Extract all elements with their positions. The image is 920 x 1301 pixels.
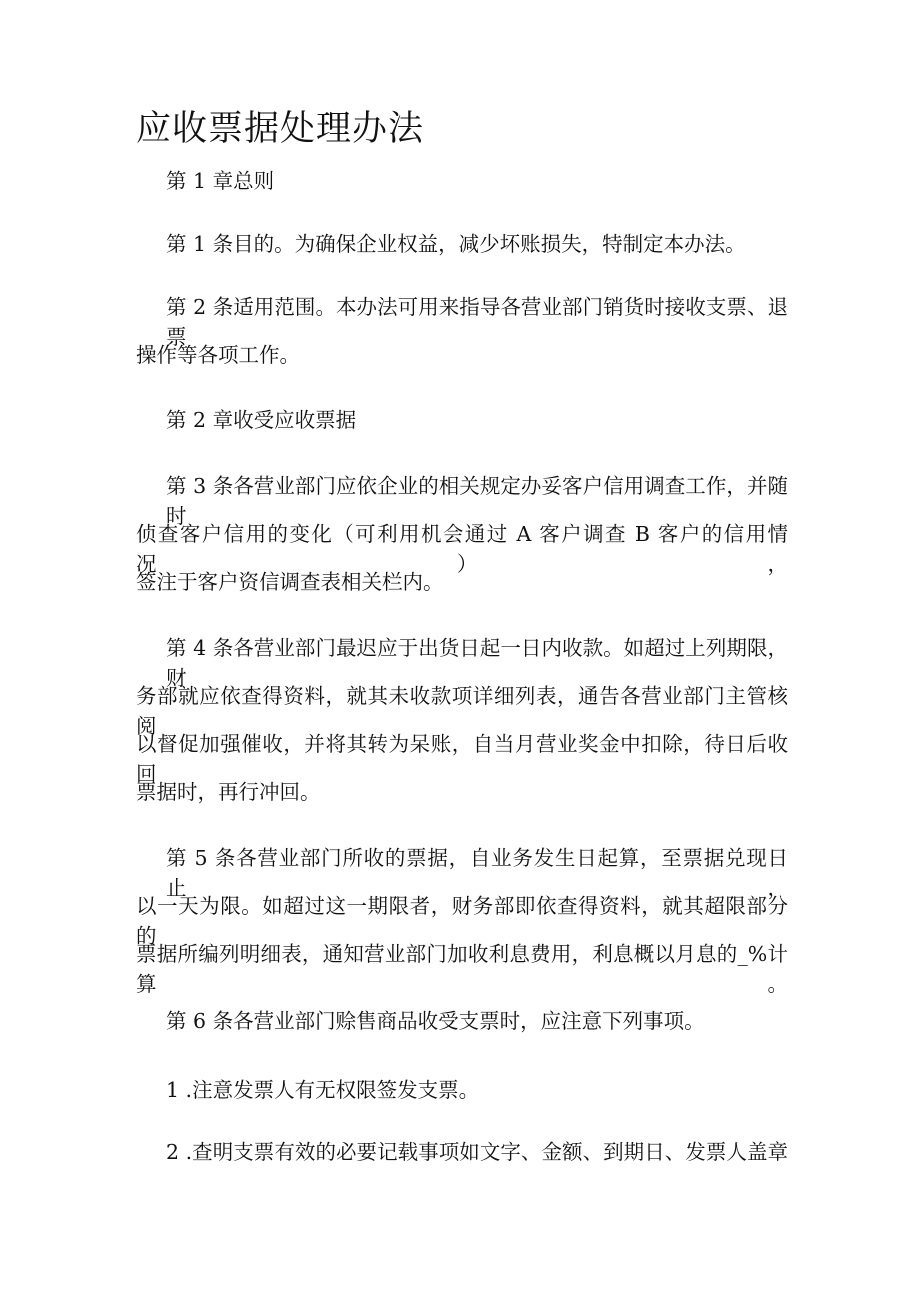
article-line: 务部就应依查得资料，就其未收款项详细列表，通告各营业部门主管核阅 (136, 684, 788, 738)
article-line: 以一天为限。如超过这一期限者，财务部即依查得资料，就其超限部分的 (136, 894, 788, 948)
article-line: 第 4 条各营业部门最迟应于出货日起一日内收款。如超过上列期限，财 (166, 636, 788, 690)
article-line: 第 5 条各营业部门所收的票据，自业务发生日起算，至票据兑现日止， (166, 846, 788, 900)
chapter-heading: 第 2 章收受应收票据 (166, 408, 357, 432)
article-line: 侦查客户信用的变化（可利用机会通过 A 客户调查 B 客户的信用情况）， (136, 522, 788, 576)
chapter-heading: 第 1 章总则 (166, 169, 275, 193)
article-line: 第 6 条各营业部门赊售商品收受支票时，应注意下列事项。 (166, 1009, 705, 1033)
article-line: 第 3 条各营业部门应依企业的相关规定办妥客户信用调查工作，并随时 (166, 474, 788, 528)
list-item: 1 .注意发票人有无权限签发支票。 (166, 1078, 480, 1102)
document-title: 应收票据处理办法 (136, 109, 425, 149)
article-line: 签注于客户资信调查表相关栏内。 (136, 570, 444, 594)
article-line: 票据时，再行冲回。 (136, 780, 321, 804)
article-line: 操作等各项工作。 (136, 343, 300, 367)
article-line: 第 2 条适用范围。本办法可用来指导各营业部门销货时接收支票、退票 (166, 295, 788, 349)
article-line: 票据所编列明细表，通知营业部门加收利息费用，利息概以月息的_%计算。 (136, 942, 788, 996)
article-line: 第 1 条目的。为确保企业权益，减少坏账损失，特制定本办法。 (166, 232, 746, 256)
list-item: 2 .查明支票有效的必要记载事项如文字、金额、到期日、发票人盖章 (166, 1140, 788, 1164)
article-line: 以督促加强催收，并将其转为呆账，自当月营业奖金中扣除，待日后收回 (136, 732, 788, 786)
